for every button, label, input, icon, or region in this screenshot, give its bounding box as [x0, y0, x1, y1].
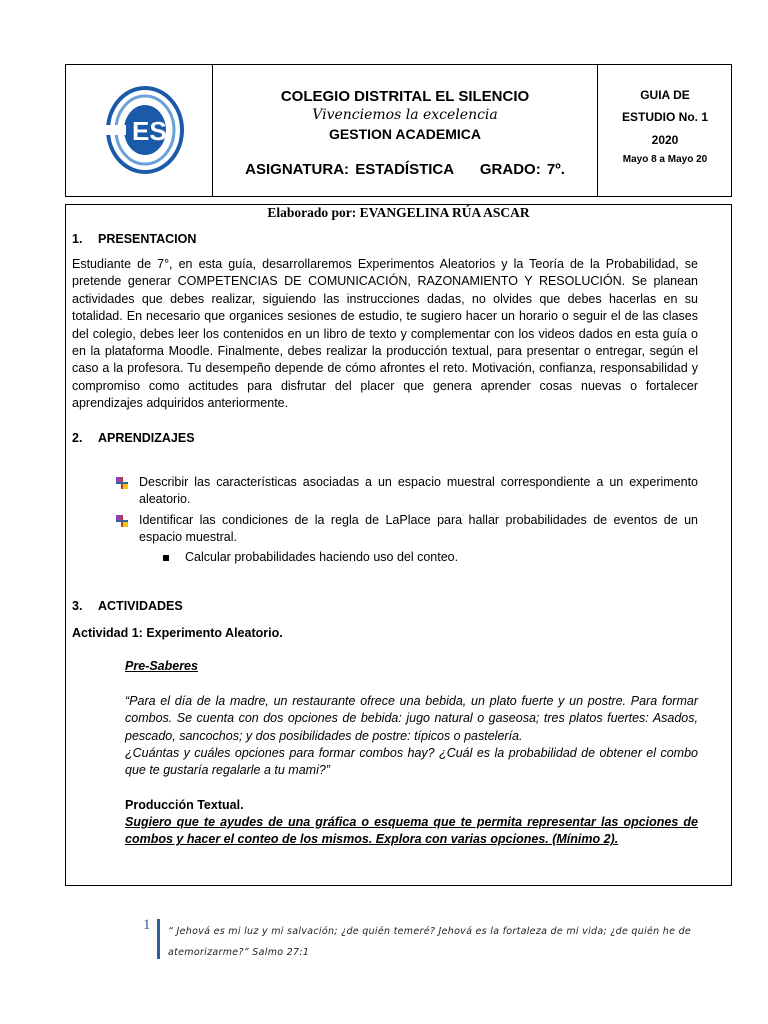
school-motto: Vivenciemos la excelencia — [312, 107, 498, 123]
logo-letters: ES — [132, 116, 167, 146]
section-number: 2. — [72, 431, 83, 445]
presaberes-question: ¿Cuántas y cuáles opciones para formar combos hay? ¿Cuál es la probabilidad de obtener el combo que te gustaría regalarle a tu mami?” — [125, 746, 698, 778]
grade: GRADO: 7º. — [479, 161, 565, 178]
guide-number: ESTUDIO No. 1 — [621, 110, 708, 124]
guide-cell — [597, 65, 731, 196]
school-name: COLEGIO DISTRITAL EL SILENCIO — [280, 88, 530, 105]
presentacion-paragraph: Estudiante de 7°, en esta guía, desarrollaremos Experimentos Aleatorios y la Teoría de la Probabilidad, se pretende generar COMPETENCIAS DE COMUNICACIÓN, RAZONAMIENTO Y RESOLUCIÓN. Se planean actividades que debes realizar, siguiendo las instrucciones dadas, no olvides que debes hacerlas en su totalidad. En necesario que organices sesiones de estudio, te sugiero hacer un horario o seguir el de las clases del colegio, debes leer los contenidos en un libro de texto y complementar con los videos dados en esta guía o en la plataforma Moodle. Finalmente, debes realizar la producción textual, para presentar o entregar, según el caso a la profesora. Tu desempeño depende de cómo afrontes el reto. Motivación, confianza, responsabilidad y compromiso como actitudes para disfrutar del placer que genera aprender cosas nuevas o fortalecer aprendizajes adquiridos anteriormente. — [72, 257, 698, 411]
author-line: Elaborado por: EVANGELINA RÚA ASCAR — [267, 205, 530, 220]
color-cross-bullet-icon — [116, 515, 128, 527]
color-cross-bullet-icon — [116, 477, 128, 489]
section-number: 3. — [72, 599, 83, 613]
section-presentacion-heading — [72, 232, 196, 246]
section-title: APRENDIZAJES — [98, 431, 195, 445]
subject-line — [213, 161, 597, 178]
school-logo-icon — [106, 85, 184, 175]
aprendizaje-subitem: Calcular probabilidades haciendo uso del conteo. — [185, 550, 459, 564]
section-actividades-heading — [72, 599, 183, 613]
section-title: PRESENTACION — [98, 232, 197, 246]
square-bullet-icon — [163, 555, 169, 561]
subject: ASIGNATURA: ESTADÍSTICA — [245, 161, 454, 178]
guide-title: GUIA DE — [640, 88, 690, 102]
presaberes-quote: “Para el día de la madre, un restaurante ofrece una bebida, un plato fuerte y un postre. Para formar combos. Se cuenta con dos opciones de bebida: jugo natural o gaseosa; tres platos fuertes: Asados, pescado, sancochos; y dos posibilidades de postre: típicos o pastelería. — [125, 694, 698, 743]
aprendizaje-item: Identificar las condiciones de la regla de LaPlace para hallar probabilidades de eventos de un espacio muestral. — [139, 513, 698, 545]
section-title: ACTIVIDADES — [98, 599, 183, 613]
page-number: 1 — [143, 917, 151, 933]
production-text: Sugiero que te ayudes de una gráfica o esquema que te permita representar las opciones de combos y hacer el conteo de los mismos. Explora con varias opciones. (Mínimo 2). — [125, 815, 698, 847]
activity-title: Actividad 1: Experimento Aleatorio. — [72, 626, 283, 640]
guide-dates: Mayo 8 a Mayo 20 — [622, 154, 708, 165]
header-table — [65, 64, 732, 197]
logo-cell — [66, 65, 213, 196]
presaberes-heading: Pre-Saberes — [125, 659, 198, 673]
guide-year: 2020 — [651, 133, 679, 147]
section-number: 1. — [72, 232, 83, 246]
department: GESTION ACADEMICA — [329, 126, 481, 142]
footer-quote: “ Jehová es mi luz y mi salvación; ¿de quién temeré? Jehová es la fortaleza de mi vida; ¿de quién he de atemorizarme?” Salmo 27:1 — [168, 926, 692, 958]
production-heading: Producción Textual. — [125, 798, 244, 812]
aprendizaje-item: Describir las características asociadas a un espacio muestral correspondiente a un experimento aleatorio. — [139, 475, 698, 507]
section-aprendizajes-heading — [72, 431, 195, 445]
footer-divider — [157, 919, 160, 959]
